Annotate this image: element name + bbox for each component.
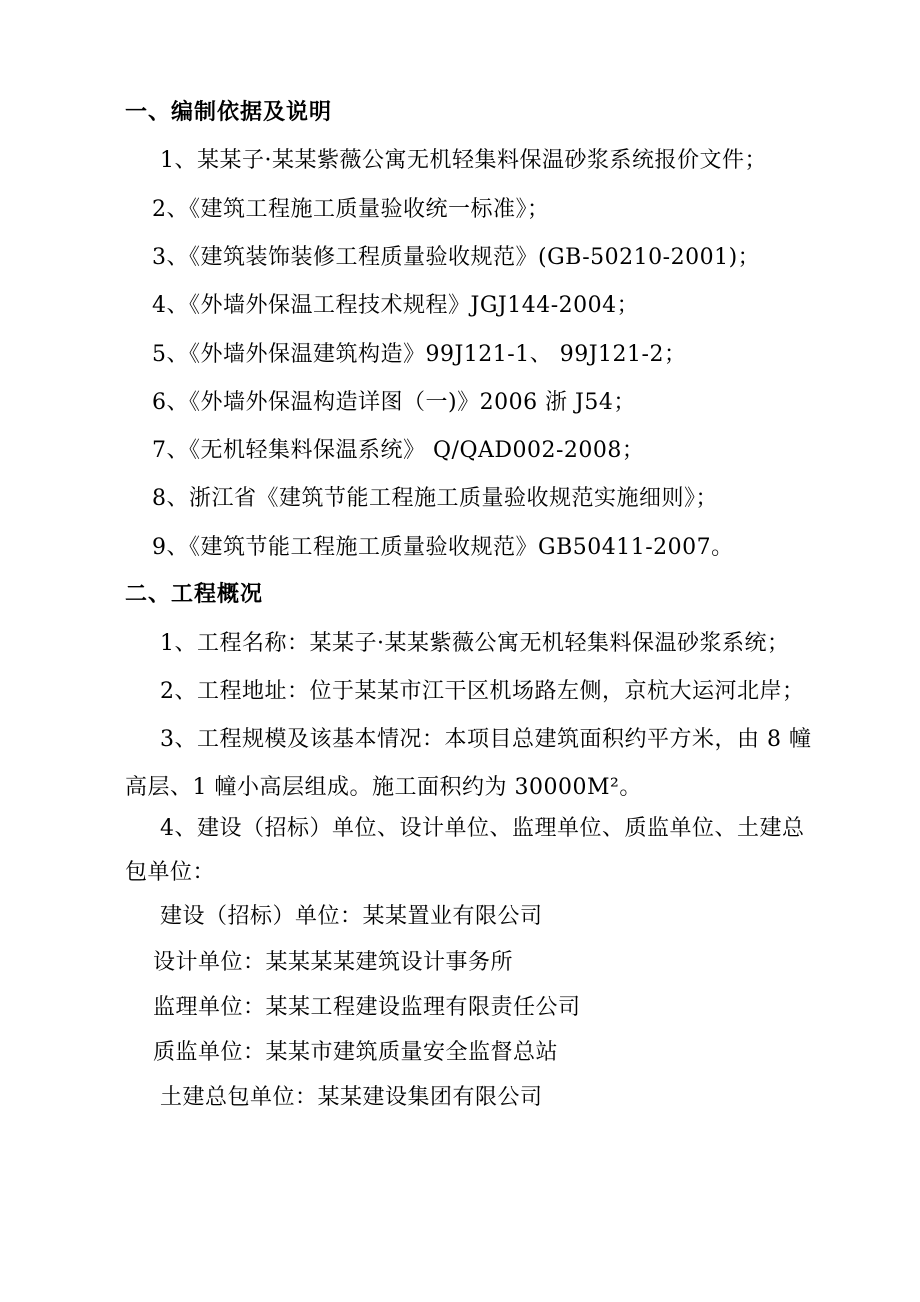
- basis-item-2: 2、《建筑工程施工质量验收统一标准》；: [152, 197, 550, 222]
- overview-item-4-line-1: 4、建设（招标）单位、设计单位、监理单位、质监单位、土建总: [160, 816, 805, 841]
- overview-item-2: 2、工程地址：位于某某市江干区机场路左侧，京杭大运河北岸；: [160, 679, 805, 704]
- unit-construction: 建设（招标）单位：某某置业有限公司: [160, 904, 543, 929]
- basis-item-5: 5、《外墙外保温建筑构造》99J121-1、 99J121-2；: [152, 342, 687, 367]
- unit-quality: 质监单位：某某市建筑质量安全监督总站: [153, 1040, 559, 1065]
- basis-item-9: 9、《建筑节能工程施工质量验收规范》GB50411-2007。: [152, 535, 734, 560]
- overview-item-1: 1、工程名称：某某子·某某紫薇公寓无机轻集料保温砂浆系统；: [160, 631, 790, 656]
- section-1-heading: 一、编制依据及说明: [125, 100, 333, 125]
- section-2-heading: 二、工程概况: [125, 582, 264, 607]
- unit-general-contractor: 土建总包单位：某某建设集团有限公司: [160, 1085, 543, 1110]
- overview-item-4-line-2: 包单位：: [125, 860, 216, 885]
- basis-item-7: 7、《无机轻集料保温系统》 Q/QAD002-2008；: [152, 438, 645, 463]
- basis-item-8: 8、浙江省《建筑节能工程施工质量验收规范实施细则》；: [152, 486, 718, 511]
- basis-item-6: 6、《外墙外保温构造详图（一)》2006 浙 J54；: [152, 390, 636, 415]
- basis-item-3: 3、《建筑装饰装修工程质量验收规范》(GB-50210-2001)；: [152, 245, 761, 270]
- unit-design: 设计单位：某某某某建筑设计事务所: [153, 950, 514, 975]
- unit-supervision: 监理单位：某某工程建设监理有限责任公司: [153, 995, 581, 1020]
- basis-item-1: 1、某某子·某某紫薇公寓无机轻集料保温砂浆系统报价文件；: [160, 148, 767, 173]
- basis-item-4: 4、《外墙外保温工程技术规程》JGJ144-2004；: [152, 293, 640, 318]
- overview-item-3-line-2: 高层、1 幢小高层组成。施工面积约为 30000M²。: [125, 775, 642, 800]
- overview-item-3-line-1: 3、工程规模及该基本情况：本项目总建筑面积约平方米，由 8 幢: [160, 727, 812, 752]
